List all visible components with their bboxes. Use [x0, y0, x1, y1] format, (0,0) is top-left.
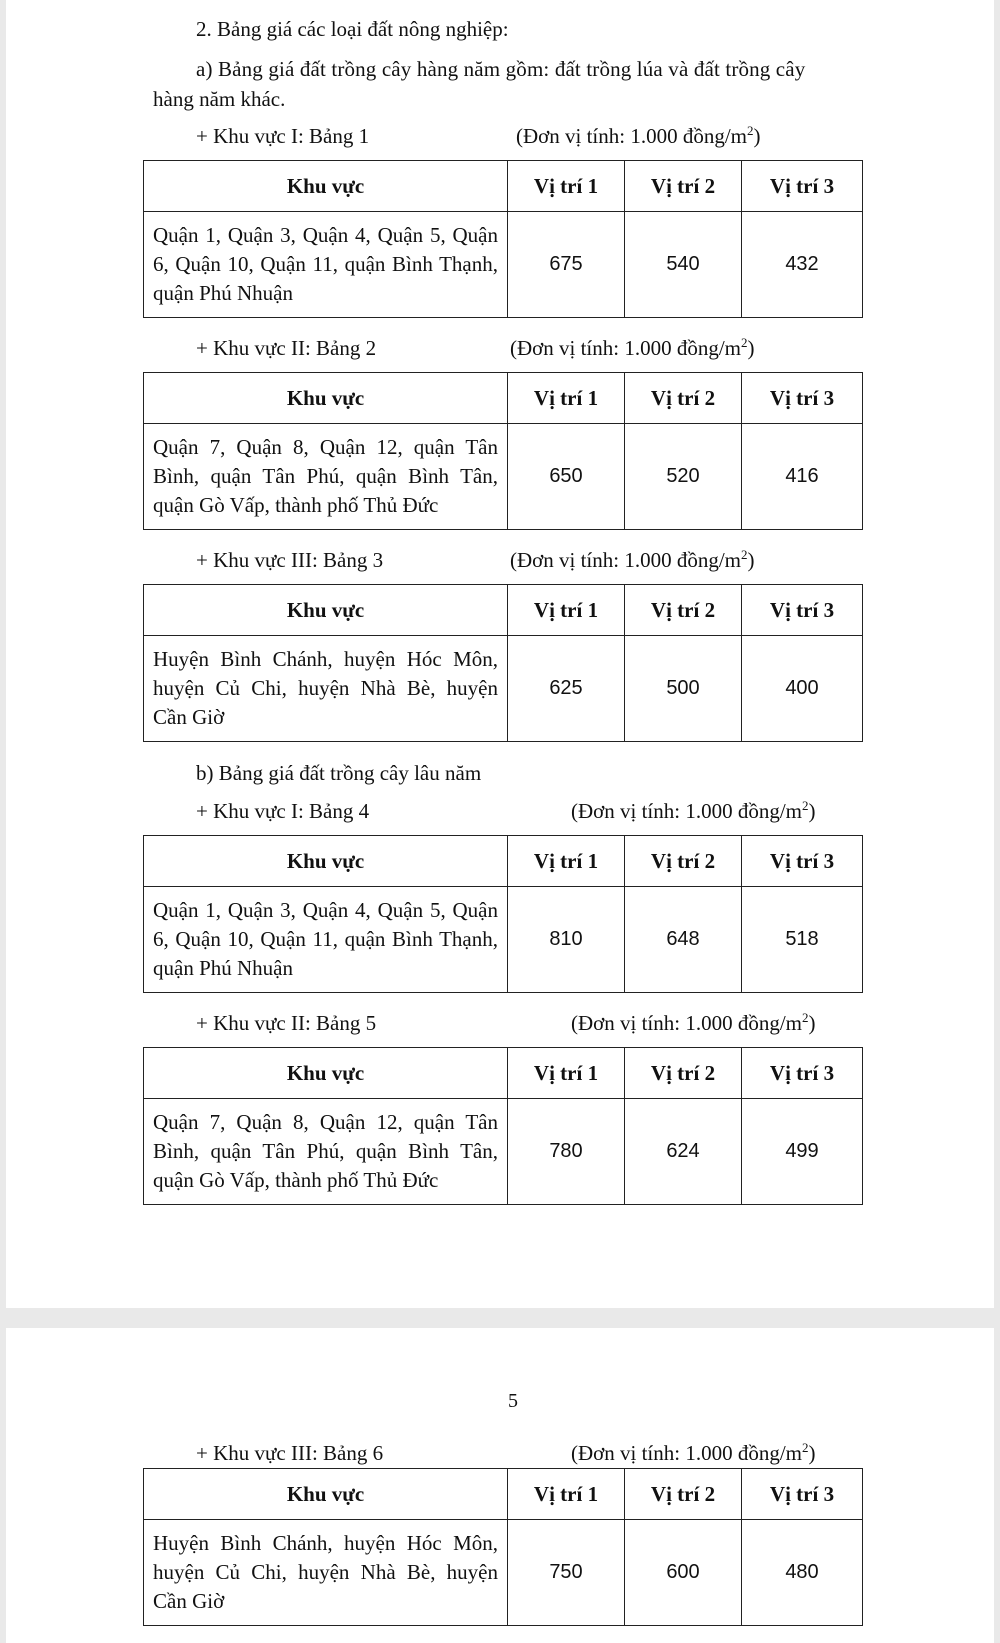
table-row — [144, 212, 863, 318]
column-header: Vị trí 3 — [742, 836, 863, 887]
table-header-row — [144, 585, 863, 636]
unit-label — [571, 798, 816, 824]
area-cell: Huyện Bình Chánh, huyện Hóc Môn, huyện Củ Chi, huyện Nhà Bè, huyện Cần Giờ — [144, 1520, 508, 1626]
price-table — [143, 584, 863, 742]
price-cell: 480 — [742, 1520, 863, 1626]
section-heading: 2. Bảng giá các loại đất nông nghiệp: — [196, 17, 509, 41]
unit-superscript: 2 — [741, 335, 748, 350]
table-header-row — [144, 161, 863, 212]
column-header: Khu vực — [144, 373, 508, 424]
unit-superscript: 2 — [741, 547, 748, 562]
price-cell: 648 — [625, 887, 742, 993]
table-header-row — [144, 1469, 863, 1520]
column-header: Vị trí 3 — [742, 1469, 863, 1520]
column-header: Vị trí 3 — [742, 161, 863, 212]
price-cell: 625 — [508, 636, 625, 742]
price-cell: 624 — [625, 1099, 742, 1205]
table-row — [144, 424, 863, 530]
unit-label — [571, 1440, 816, 1466]
column-header: Vị trí 2 — [625, 373, 742, 424]
unit-label — [510, 547, 755, 573]
section-a-text-line1: a) Bảng giá đất trồng cây hàng năm gồm: đất trồng lúa và đất trồng cây — [196, 57, 806, 81]
price-cell: 780 — [508, 1099, 625, 1205]
column-header: Vị trí 3 — [742, 585, 863, 636]
section-a-text-line2: hàng năm khác. — [153, 87, 286, 111]
unit-suffix: ) — [808, 799, 816, 823]
unit-suffix: ) — [753, 124, 761, 148]
unit-prefix: (Đơn vị tính: 1.000 đồng/m — [571, 1441, 803, 1465]
table-row — [144, 1099, 863, 1205]
unit-superscript: 2 — [802, 1010, 809, 1025]
price-cell: 416 — [742, 424, 863, 530]
price-cell: 432 — [742, 212, 863, 318]
table-header-row — [144, 836, 863, 887]
unit-prefix: (Đơn vị tính: 1.000 đồng/m — [571, 1011, 803, 1035]
column-header: Vị trí 2 — [625, 836, 742, 887]
column-header: Vị trí 1 — [508, 836, 625, 887]
table-caption: + Khu vực I: Bảng 1 — [196, 124, 370, 148]
table-row — [144, 887, 863, 993]
unit-label — [571, 1010, 816, 1036]
area-cell: Quận 7, Quận 8, Quận 12, quận Tân Bình, quận Tân Phú, quận Bình Tân, quận Gò Vấp, thành phố Thủ Đức — [144, 1099, 508, 1205]
unit-superscript: 2 — [802, 1440, 809, 1455]
unit-label — [516, 123, 761, 149]
table-caption: + Khu vực II: Bảng 5 — [196, 1011, 377, 1035]
column-header: Vị trí 2 — [625, 1048, 742, 1099]
column-header: Vị trí 3 — [742, 373, 863, 424]
price-cell: 675 — [508, 212, 625, 318]
price-cell: 540 — [625, 212, 742, 318]
price-cell: 520 — [625, 424, 742, 530]
unit-prefix: (Đơn vị tính: 1.000 đồng/m — [516, 124, 748, 148]
price-table — [143, 1468, 863, 1626]
price-table — [143, 372, 863, 530]
table-header-row — [144, 373, 863, 424]
table-row — [144, 636, 863, 742]
price-table — [143, 835, 863, 993]
column-header: Vị trí 1 — [508, 1048, 625, 1099]
price-cell: 650 — [508, 424, 625, 530]
unit-superscript: 2 — [802, 798, 809, 813]
price-table — [143, 160, 863, 318]
unit-suffix: ) — [747, 548, 755, 572]
price-cell: 518 — [742, 887, 863, 993]
area-cell: Quận 1, Quận 3, Quận 4, Quận 5, Quận 6, Quận 10, Quận 11, quận Bình Thạnh, quận Phú Nhuận — [144, 887, 508, 993]
area-cell: Quận 7, Quận 8, Quận 12, quận Tân Bình, quận Tân Phú, quận Bình Tân, quận Gò Vấp, thành phố Thủ Đức — [144, 424, 508, 530]
column-header: Vị trí 1 — [508, 161, 625, 212]
section-b-text: b) Bảng giá đất trồng cây lâu năm — [196, 761, 482, 785]
unit-label — [510, 335, 755, 361]
column-header: Vị trí 1 — [508, 1469, 625, 1520]
table-header-row — [144, 1048, 863, 1099]
document-page-2 — [6, 1328, 994, 1643]
price-cell: 810 — [508, 887, 625, 993]
unit-prefix: (Đơn vị tính: 1.000 đồng/m — [510, 548, 742, 572]
unit-superscript: 2 — [747, 123, 754, 138]
table-caption: + Khu vực III: Bảng 3 — [196, 548, 384, 572]
area-cell: Huyện Bình Chánh, huyện Hóc Môn, huyện Củ Chi, huyện Nhà Bè, huyện Cần Giờ — [144, 636, 508, 742]
unit-suffix: ) — [747, 336, 755, 360]
unit-prefix: (Đơn vị tính: 1.000 đồng/m — [510, 336, 742, 360]
column-header: Vị trí 1 — [508, 585, 625, 636]
unit-suffix: ) — [808, 1011, 816, 1035]
column-header: Vị trí 2 — [625, 585, 742, 636]
column-header: Vị trí 3 — [742, 1048, 863, 1099]
table-caption: + Khu vực III: Bảng 6 — [196, 1441, 384, 1465]
document-page-1 — [6, 0, 994, 1308]
page-number: 5 — [508, 1390, 518, 1412]
column-header: Khu vực — [144, 161, 508, 212]
table-caption: + Khu vực I: Bảng 4 — [196, 799, 370, 823]
price-cell: 499 — [742, 1099, 863, 1205]
unit-suffix: ) — [808, 1441, 816, 1465]
column-header: Khu vực — [144, 585, 508, 636]
column-header: Khu vực — [144, 1048, 508, 1099]
table-row — [144, 1520, 863, 1626]
price-cell: 750 — [508, 1520, 625, 1626]
price-table — [143, 1047, 863, 1205]
unit-prefix: (Đơn vị tính: 1.000 đồng/m — [571, 799, 803, 823]
column-header: Vị trí 1 — [508, 373, 625, 424]
column-header: Khu vực — [144, 836, 508, 887]
price-cell: 500 — [625, 636, 742, 742]
price-cell: 400 — [742, 636, 863, 742]
column-header: Vị trí 2 — [625, 1469, 742, 1520]
column-header: Khu vực — [144, 1469, 508, 1520]
area-cell: Quận 1, Quận 3, Quận 4, Quận 5, Quận 6, Quận 10, Quận 11, quận Bình Thạnh, quận Phú Nhuận — [144, 212, 508, 318]
price-cell: 600 — [625, 1520, 742, 1626]
column-header: Vị trí 2 — [625, 161, 742, 212]
table-caption: + Khu vực II: Bảng 2 — [196, 336, 377, 360]
